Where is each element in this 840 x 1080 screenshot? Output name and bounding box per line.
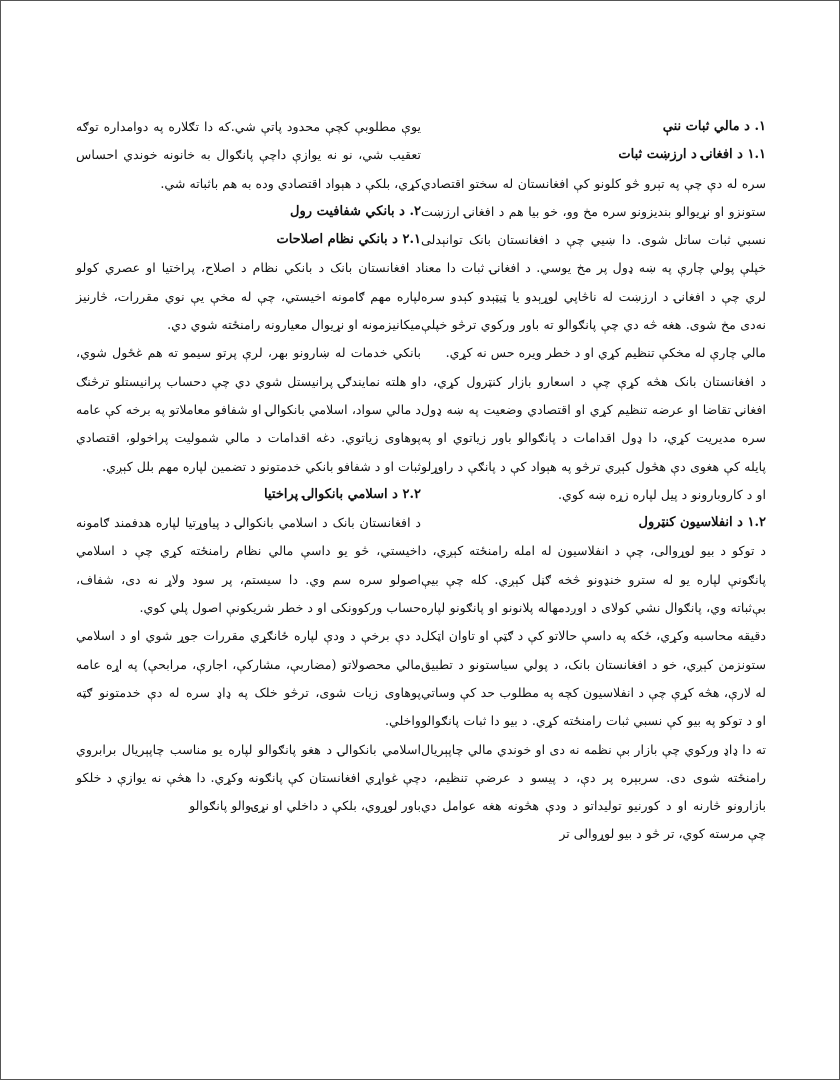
paragraph: اسلامي بانکوالۍ د هغو پانګوالو لپاره یو مناسب چاپېریال برابروي چې غواړي افغانستان کې پانګونه وکړي. دا هڅې نه یوازې د خلکو باور لوړوي، بلکې د داخلي او نړۍ‌والو پانګوالو — [76, 741, 421, 814]
section-2-1-heading: ۲.۱ د بانکي نظام اصلاحات — [276, 232, 421, 248]
section-1-2-heading: ۱.۲ د انفلاسیون کنټرول — [638, 515, 766, 531]
section-2-2-heading: ۲.۲ د اسلامي بانکوالۍ پراختیا — [264, 486, 421, 502]
paragraph: یوې مطلوبې کچې محدود پاتې شي.که دا تګلاره په دوامداره توګه تعقیب شي، نو نه یوازې داچې پانګوال به خانونه خوندي احساس کړي، بلکې د هېواد اقتصادي وده به هم باثباته شي. — [76, 119, 421, 191]
left-column — [76, 113, 421, 820]
paragraph: د افغانستان بانک د بانکي نظام د اصلاح، پراختیا او عصري کولو لپاره مهم ګامونه اخیستي، چې له مخې یې نوي مقررات، څارنیز میکانیزمونه او نړیوال معیارونه رامنځته شوي دي. — [76, 260, 421, 333]
paragraph: بانکي خدمات له ښارونو بهر، لرې پرتو سیمو ته هم غځول شوي، او هلته نمایندګۍ پرانیستل شوي دي چې دحساب پرانیستلو ترڅنګ د مالي سواد، اسلامي بانکوالۍ او شفافو معاملاتو په برخه کې عامه پوهاوی زیاتوي. دغه اقدامات د مالي شمولیت پراخولو، اقتصادي ثبات او د شفافو بانکي خدمتونو د تضمین لپاره مهم بلل کېږي. — [76, 345, 421, 474]
paragraph: د دې برخې د ودې لپاره ځانګړي مقررات جوړ شوي او د اسلامي مالي محصولاتو (مضاربې، مشارکې، اجارې، مرابحې) په اړه عامه پوهاوی زیات شوی، ترڅو خلک په ډاډ سره له دې خدمتونو ګټه واخلي. — [76, 628, 421, 729]
paragraph: د افغانستان بانک هڅه کړې چې د اسعارو بازار کنټرول کړي، د افغانۍ تقاضا او عرضه تنظیم کړي او اقتصادي وضعیت په ښه ډول سره مدیریت کړي، دا ډول اقدامات د پانګوالو باور زیاتوي او په پایله کې هغوی دې هڅول کېږي ترڅو په هېواد کې د پانګې د راوړلو او د کاروبارونو د پیل لپاره زړه ښه کوي. — [421, 373, 766, 502]
paragraph: د افغانستان بانک د اسلامي بانکوالۍ د پیاوړتیا لپاره هدفمند ګامونه اخیستي، څو یو داسې مالي نظام رامنځته کړي چې د اسلامي اصولو سره سم وي. دا سیستم، پر سود ولاړ نه دی، شفاف، حساب ورکوونکی او د خطر شریکونې اصول پلي کوي. — [76, 515, 421, 616]
section-1-1-heading: ۱.۱ د افغانۍ د ارزښت ثبات — [618, 147, 766, 163]
paragraph: د توکو د بیو لوړوالی، چې د انفلاسیون له امله رامنځته کېږي، د پانګونې لپاره یو له سترو خنډونو څخه ګڼل کېږي. کله چې بیې بې‌ثباته وي، پانګوال نشي کولای د اوږدمهاله پلانونو او پانګونو لپاره دقیقه محاسبه وکړي، ځکه په داسې حالاتو کې د ګټې او تاوان اټکل ستونزمن کېږي، خو د افغانستان بانک، د پولي سیاستونو د تطبیق له لارې، هڅه کړې چې د انفلاسیون کچه په مطلوب حد کې وساتي او د توکو په بیو کې نسبي ثبات رامنځته کړي. د بیو دا ثبات پانګوالو ته دا ډاډ ورکوي چې بازار بې نظمه نه دی او خوندي مالي چاپېریال رامنځته شوی دی. سربېره پر دې، د پیسو د عرضې تنظیم، د بازارونو څارنه او د کورنیو تولیداتو د ودې هڅونه هغه عوامل دي چې مرسته کوي، تر څو د بیو لوړوالی تر — [421, 543, 766, 842]
right-column — [421, 113, 766, 849]
section-2-heading: ۲. د بانکي شفافیت رول — [290, 203, 421, 219]
section-1-heading: ۱. د مالي ثبات ننې — [662, 119, 766, 134]
paragraph: سره له دې چې په تېرو څو کلونو کې افغانستان له سختو اقتصادي ستونزو او نړیوالو بندیزونو سره مخ وو، خو بیا هم د افغانۍ ارزښت نسبي ثبات ساتل شوی. دا ښیي چې د افغانستان بانک توانېدلی خپلې پولي چارې په ښه ډول پر مخ یوسي. د افغانۍ ثبات دا معنا لري چې د افغانۍ د ارزښت له ناڅاپي لوړېدو یا ټیټېدو کېدو سره نه‌دی مخ شوی. هغه څه دي چې پانګوالو ته باور ورکوي ترڅو خپلې مالي چارې له مخکې تنظیم کړي او د خطر ویره حس نه کړي. — [421, 175, 766, 361]
